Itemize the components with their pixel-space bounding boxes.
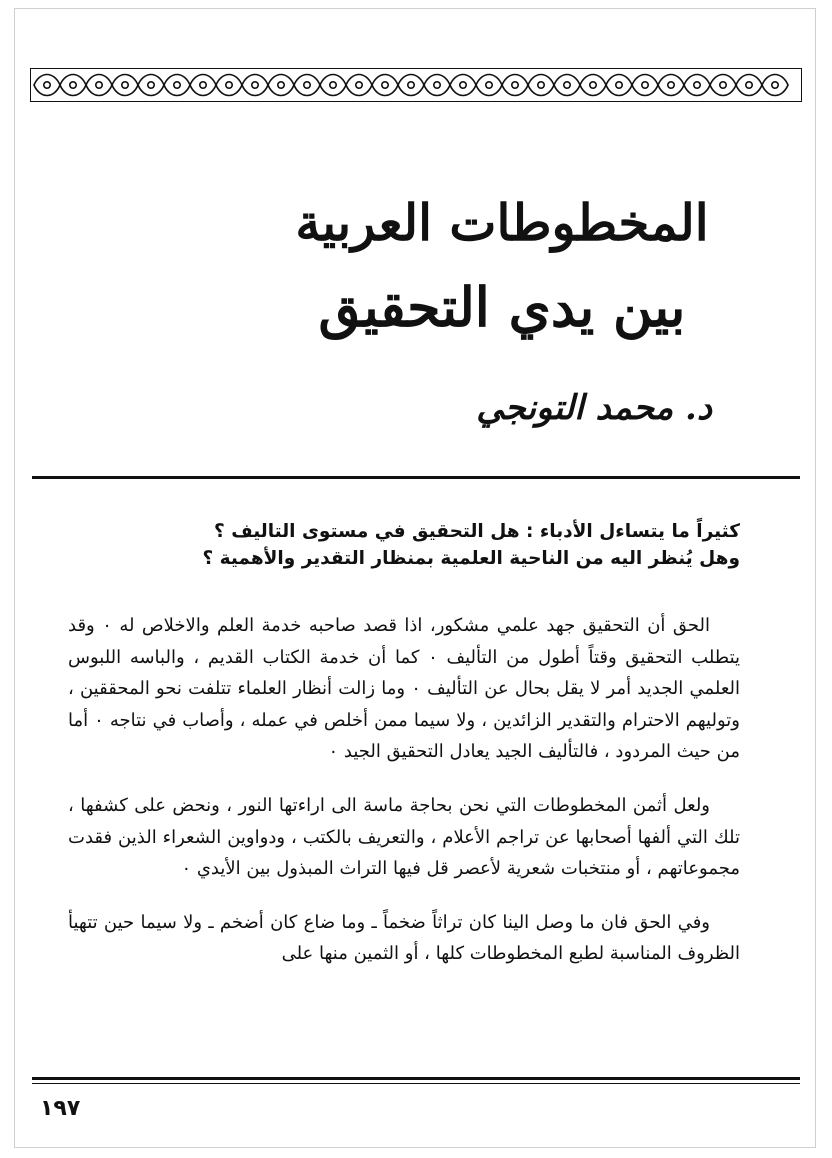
ornament-dot: [44, 82, 50, 88]
ornament-link: [346, 75, 372, 96]
ornament-link: [606, 75, 632, 96]
ornament-dot: [226, 82, 232, 88]
ornament-link: [580, 75, 606, 96]
ornament-dot: [356, 82, 362, 88]
ornament-dot: [668, 82, 674, 88]
ornament-dot: [512, 82, 518, 88]
ornament-dot: [486, 82, 492, 88]
ornament-link: [112, 75, 138, 96]
ornament-dot: [772, 82, 778, 88]
ornament-dot: [330, 82, 336, 88]
ornament-dot: [694, 82, 700, 88]
ornament-link: [710, 75, 736, 96]
ornament-dot: [616, 82, 622, 88]
bottom-divider: [32, 1077, 800, 1080]
ornament-link: [86, 75, 112, 96]
ornament-dot: [642, 82, 648, 88]
ornament-dot: [278, 82, 284, 88]
page-border: [14, 8, 816, 1148]
ornament-link: [242, 75, 268, 96]
intro-line-2: وهل يُنظر اليه من الناحية العلمية بمنظار التقدير والأهمية ؟: [202, 548, 740, 569]
ornament-dot: [174, 82, 180, 88]
title-line-2: بين يدي التحقيق: [318, 275, 686, 339]
ornament-link: [502, 75, 528, 96]
ornament-link: [60, 75, 86, 96]
ornament-link: [658, 75, 684, 96]
ornament-link: [528, 75, 554, 96]
ornament-link: [164, 75, 190, 96]
ornament-dot: [252, 82, 258, 88]
ornament-link: [138, 75, 164, 96]
ornament-dot: [538, 82, 544, 88]
intro-line-1: كثيراً ما يتساءل الأدباء : هل التحقيق في مستوى التاليف ؟: [214, 521, 740, 542]
ornament-link: [294, 75, 320, 96]
ornament-link: [34, 75, 60, 96]
paragraph: الحق أن التحقيق جهد علمي مشكور، اذا قصد صاحبه خدمة العلم والاخلاص له ٠ وقد يتطلب التحقيق وقتاً أطول من التأليف ٠ كما أن خدمة الكتاب القديم ، والباسه اللبوس العلمي الجديد أمر لا يقل بحال عن التأليف ٠ وما زالت أنظار العلماء تتلفت نحو المحققين ، وتوليهم الاحترام والتقدير الزائدين ، ولا سيما ممن أخلص في عمله ، وأصاب في نتاجه ٠ أما من حيث المردود ، فالتأليف الجيد يعادل التحقيق الجيد ٠: [68, 615, 741, 763]
ornament-dot: [70, 82, 76, 88]
ornament-dot: [746, 82, 752, 88]
author-name: د. محمد التونجي: [476, 388, 712, 428]
ornamental-border: [30, 68, 802, 102]
ornament-link: [190, 75, 216, 96]
ornament-dot: [408, 82, 414, 88]
ornament-dot: [590, 82, 596, 88]
paragraph: وفي الحق فان ما وصل الينا كان تراثاً ضخماً ـ وما ضاع كان أضخم ـ ولا سيما حين تتهيأ الظروف المناسبة لطبع المخطوطات كلها ، أو الثمين منها على: [68, 911, 740, 965]
ornament-link: [424, 75, 450, 96]
ornament-link: [632, 75, 658, 96]
ornament-dot: [434, 82, 440, 88]
ornament-dot: [720, 82, 726, 88]
top-divider: [32, 476, 800, 479]
ornament-dot: [304, 82, 310, 88]
ornament-link: [372, 75, 398, 96]
article-body: [68, 610, 740, 970]
ornament-link: [476, 75, 502, 96]
ornament-link: [736, 75, 762, 96]
page-number: ١٩٧: [40, 1096, 81, 1121]
ornament-link: [684, 75, 710, 96]
ornament-link: [216, 75, 242, 96]
paragraph: ولعل أثمن المخطوطات التي نحن بحاجة ماسة الى اراءتها النور ، ونحض على كشفها ، تلك التي ألفها أصحابها عن تراجم الأعلام ، والتعريف بالكتب ، ودواوين الشعراء الذين فقدت مجموعاتهم ، أو منتخبات شعرية لأعصر قل فيها التراث المبذول بين الأيدي ٠: [68, 794, 740, 880]
bottom-divider-thin: [32, 1083, 800, 1084]
ornament-dot: [148, 82, 154, 88]
intro-questions: [60, 518, 740, 572]
article-title: [252, 190, 752, 360]
ornament-dot: [382, 82, 388, 88]
ornament-dot: [200, 82, 206, 88]
ornament-dot: [564, 82, 570, 88]
ornament-link: [398, 75, 424, 96]
ornament-link: [320, 75, 346, 96]
ornament-link: [450, 75, 476, 96]
ornament-dot: [96, 82, 102, 88]
ornament-link: [268, 75, 294, 96]
ornament-link: [554, 75, 580, 96]
ornament-link: [762, 75, 788, 96]
ornament-dot: [122, 82, 128, 88]
ornament-dot: [460, 82, 466, 88]
title-line-1: المخطوطات العربية: [295, 193, 709, 252]
